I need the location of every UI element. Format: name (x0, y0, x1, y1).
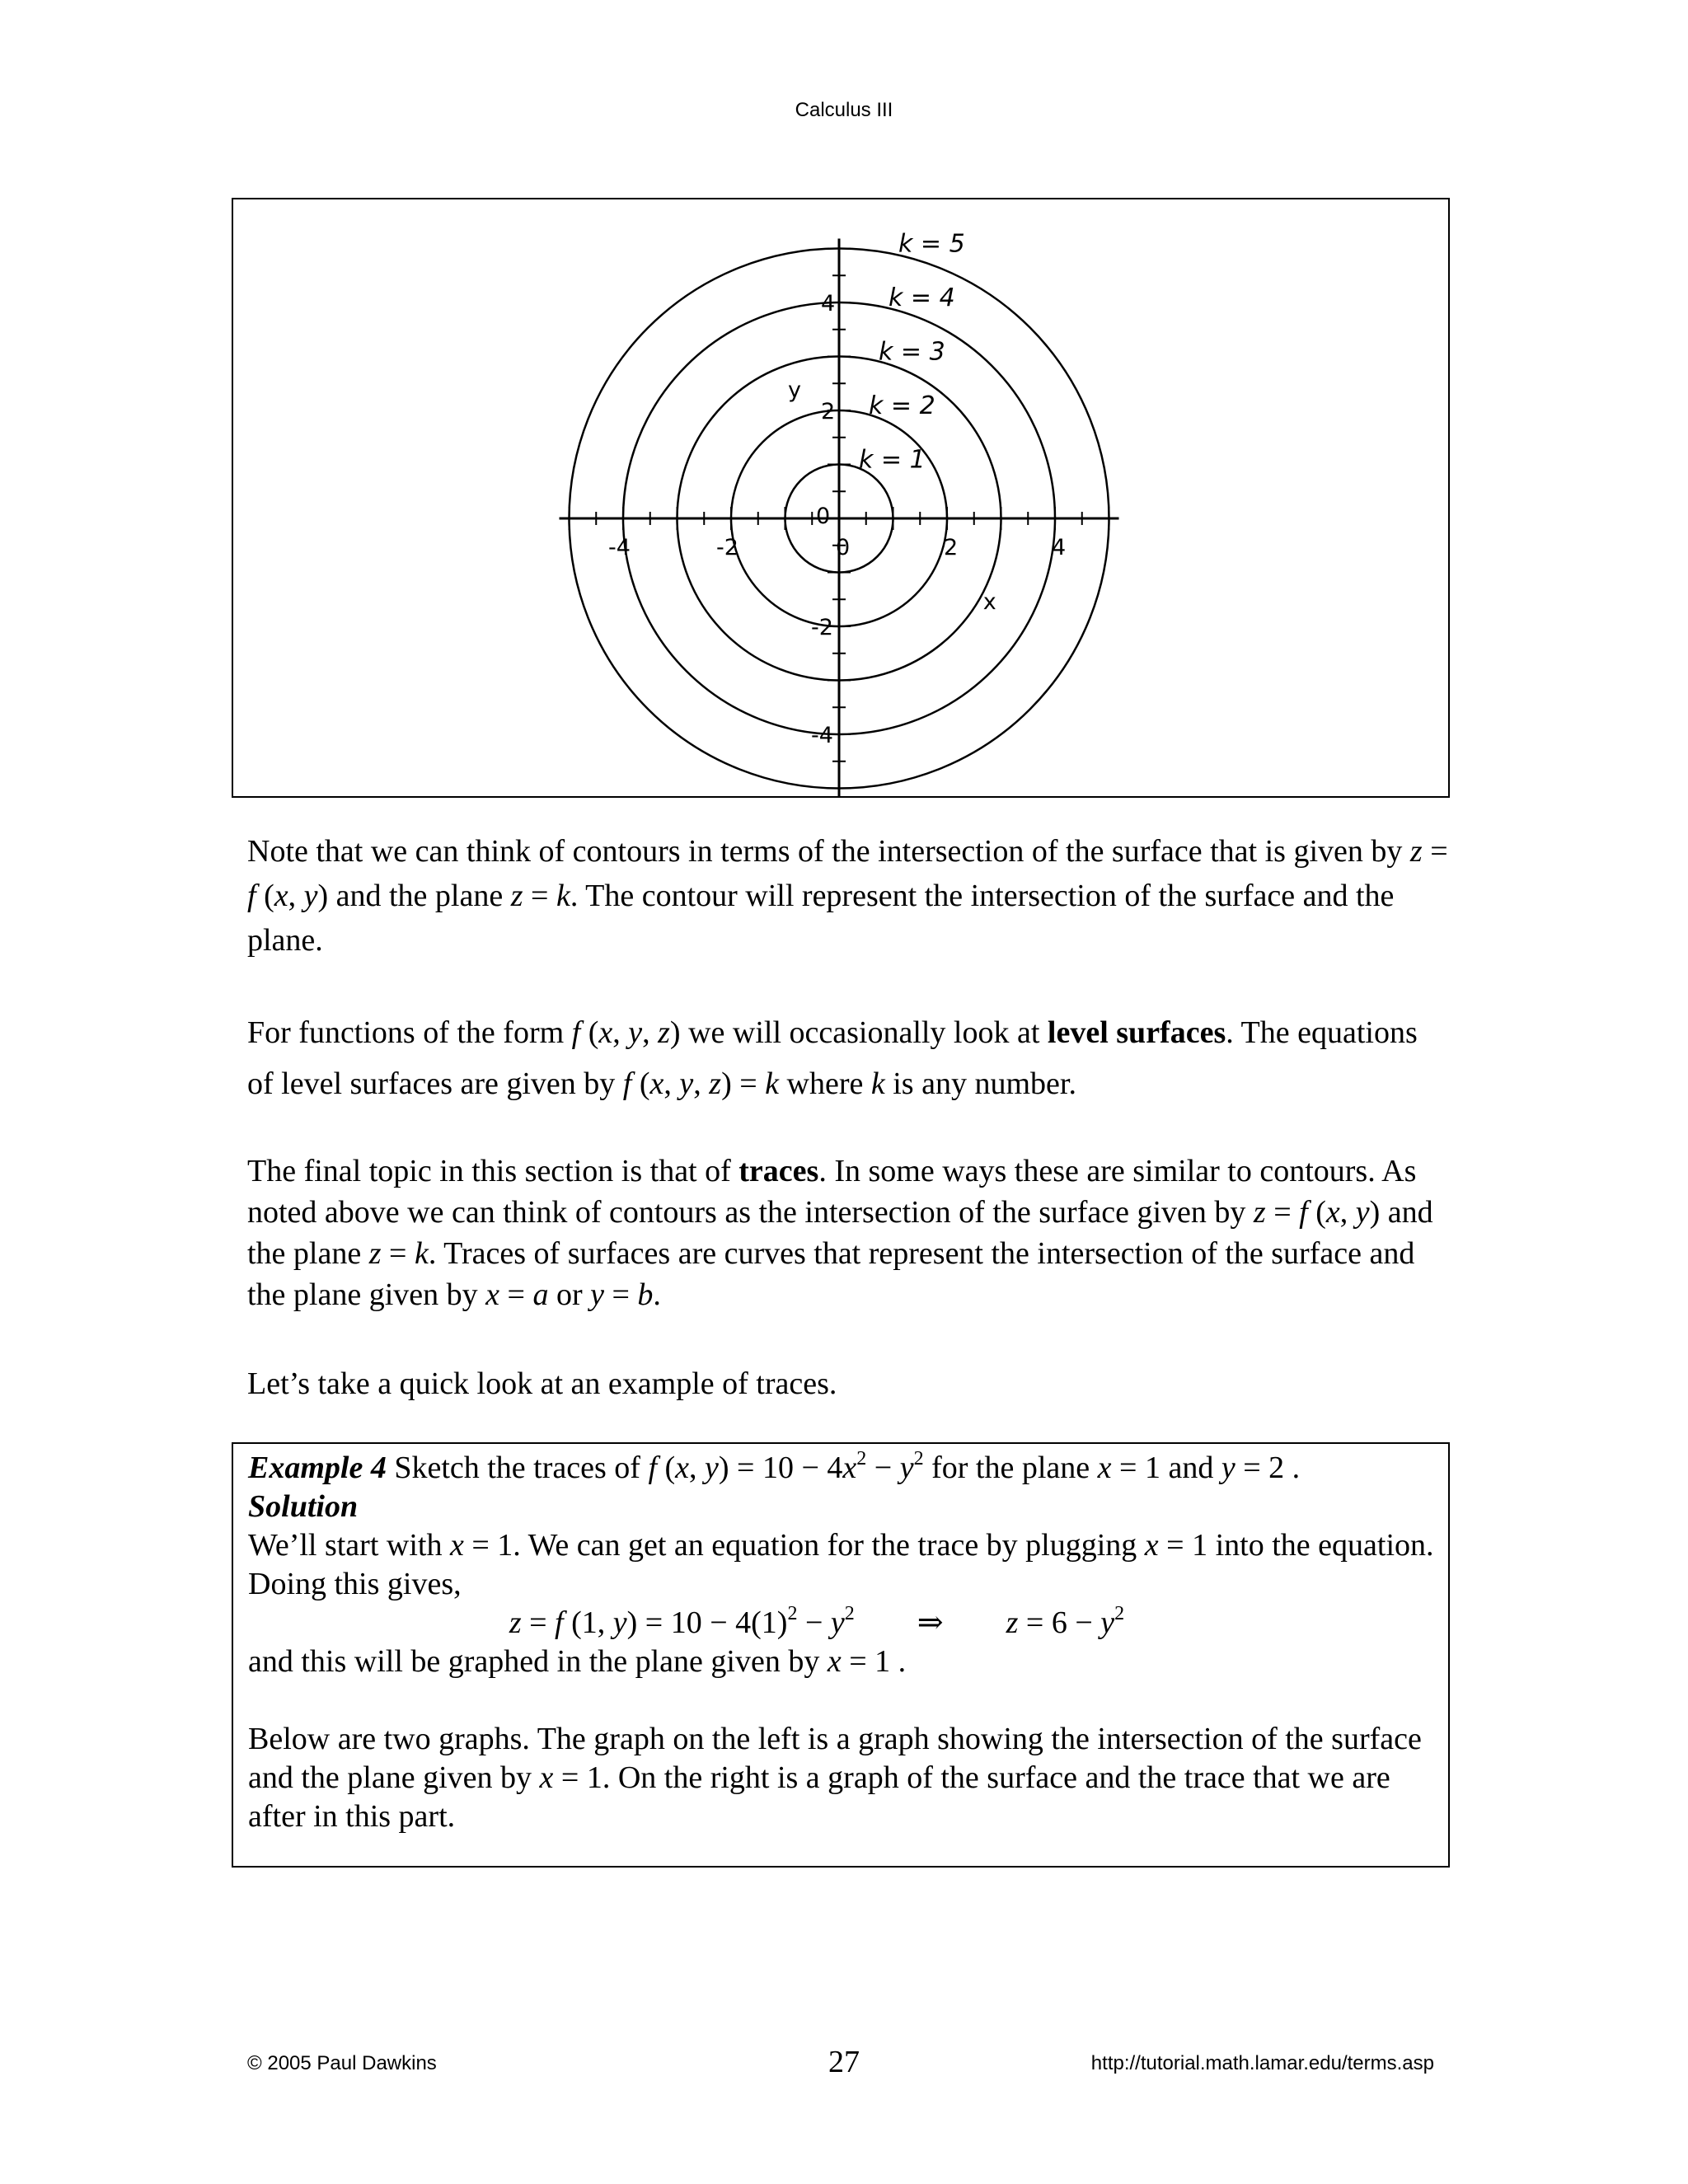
example-4-box: Example 4 Sketch the traces of f (x, $y) = 10 - 4x^2 - y^2$ for the plane x = 1 and y = 2 . Solution We’ll start with x = 1. We can get an equation for the trace by plugging x = 1 into the equation. Doing this gives, z = f (1, $y) = 10 - 4(1)^2 - y^2$ ⇒ $z = 6 - y^2$ and this will be graphed in the plane given by x = 1 . Below are two graphs. The graph on the left is a graph showing the intersection of the surface and the plane given by x = 1. On the right is a graph of the surface and the trace that we are after in this part. (232, 1442, 1450, 1868)
trace-equation: z = f (1, $y) = 10 - 4(1)^2 - y^2$ ⇒ $z = 6 - y^2$ (509, 1603, 1125, 1640)
contour-label-1: k = 1 (859, 445, 926, 475)
origin-label-y: 0 (816, 504, 831, 529)
x-axis-label: x (982, 589, 996, 615)
contour-label-2: k = 2 (869, 391, 935, 420)
example-title: Example 4 (248, 1451, 387, 1485)
y-tick-label: 2 (821, 399, 836, 424)
x-tick-label: -2 (716, 535, 738, 560)
example-statement: Example 4 Sketch the traces of f (x, $y) = 10 - 4x^2 - y^2$ for the plane x = 1 and y = 2 . (248, 1448, 1301, 1485)
y-tick-label: -4 (811, 723, 833, 748)
page-number: 27 (828, 2045, 860, 2079)
term-level-surfaces: level surfaces (1047, 1015, 1226, 1050)
contour-plot (233, 199, 1448, 796)
contour-figure (232, 198, 1450, 798)
page-header: Calculus III (795, 99, 893, 121)
contour-label-5: k = 5 (898, 229, 965, 259)
x-tick-label: 4 (1052, 535, 1067, 560)
paragraph-example-intro: Let’s take a quick look at an example of traces. (247, 1366, 837, 1401)
origin-label-x: 0 (836, 535, 851, 560)
paragraph-traces: The final topic in this section is that of traces. In some ways these are similar to contours. As noted above we can think of contours as the intersection of the surface given by z = f (x, y) and the plane z = k. Traces of surfaces are curves that represent the intersection of the surface and the plane given by x = a or y = b. (247, 1154, 1433, 1312)
x-tick-label: -4 (608, 535, 631, 560)
y-axis-label: y (788, 377, 801, 403)
contour-label-4: k = 4 (889, 284, 955, 312)
x-tick-label: 2 (944, 535, 959, 560)
plot-axes (560, 239, 1119, 797)
solution-label: Solution (248, 1489, 359, 1524)
y-tick-label: 4 (821, 291, 836, 316)
footer-url: http://tutorial.math.lamar.edu/terms.asp (1090, 2052, 1434, 2074)
term-traces: traces (738, 1154, 819, 1188)
paragraph-contours: Note that we can think of contours in terms of the intersection of the surface that is given by z = f (x, y) and the plane z = k. The contour will represent the intersection of the surface and the plane. (247, 834, 1448, 958)
contour-label-3: k = 3 (879, 337, 945, 367)
y-tick-label: -2 (811, 615, 833, 640)
footer-copyright: © 2005 Paul Dawkins (247, 2052, 437, 2074)
paragraph-level-surfaces: For functions of the form f (x, y, z) we will occasionally look at level surfaces. The equations of level surfaces are given by f (x, y, z) = k where k is any number. (247, 1015, 1418, 1101)
plot-labels (608, 230, 1066, 749)
